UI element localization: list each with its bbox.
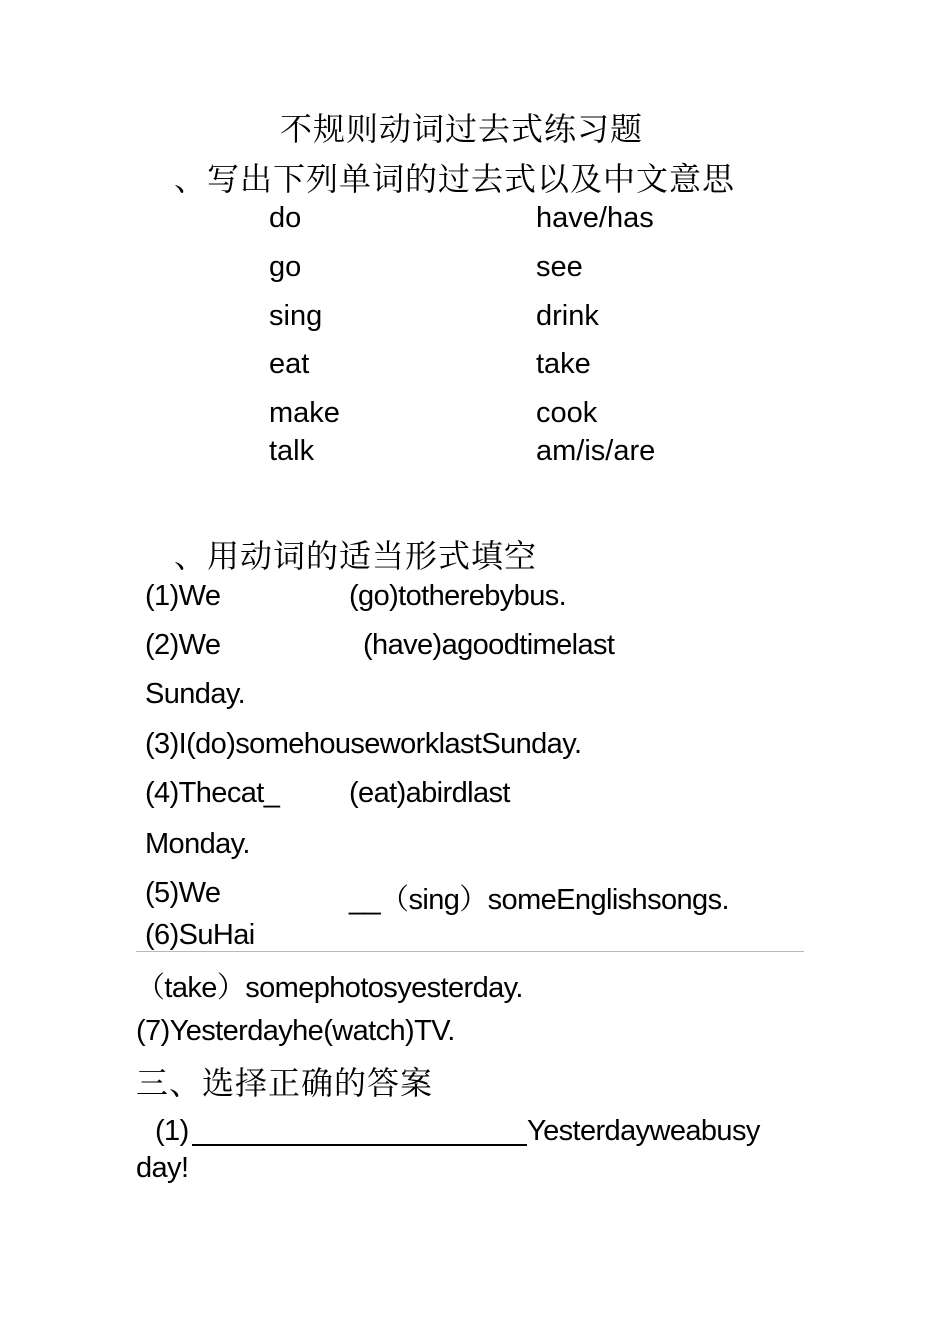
q4-rest: (eat)abirdlast (349, 777, 510, 809)
q3-sentence: (3)I(do)somehouseworklastSunday. (145, 728, 582, 760)
word-right-5: cook (536, 397, 598, 429)
q6-rest: （take）somephotosyesterday. (136, 972, 523, 1004)
section2-heading: 、用动词的适当形式填空 (174, 537, 538, 575)
q2-continuation: Sunday. (145, 678, 246, 710)
q1-subject: (1)We (145, 580, 221, 612)
word-left-4: eat (269, 348, 310, 380)
q2-subject: (2)We (145, 629, 221, 661)
choice-q1-blank[interactable] (192, 1120, 527, 1146)
divider-line (136, 951, 804, 952)
q2-rest: (have)agoodtimelast (363, 629, 615, 661)
q1-rest: (go)totherebybus. (349, 580, 567, 612)
choice-q1-number: (1) (155, 1115, 189, 1147)
q6-subject: (6)SuHai (145, 919, 255, 951)
q4-continuation: Monday. (145, 828, 250, 860)
choice-q1-continuation: day! (136, 1152, 189, 1184)
q7-sentence: (7)Yesterdayhe(watch)TV. (136, 1015, 455, 1047)
word-right-1: have/has (536, 202, 654, 234)
word-left-6: talk (269, 435, 315, 467)
word-right-6: am/is/are (536, 435, 656, 467)
word-left-1: do (269, 202, 302, 234)
q4-subject: (4)Thecat_ (145, 777, 280, 809)
section1-heading: 、写出下列单词的过去式以及中文意思 (174, 160, 736, 198)
word-left-5: make (269, 397, 340, 429)
q5-subject: (5)We (145, 877, 221, 909)
word-right-2: see (536, 251, 583, 283)
section3-heading: 三、选择正确的答案 (136, 1064, 434, 1102)
word-right-3: drink (536, 300, 599, 332)
page-title: 不规则动词过去式练习题 (280, 110, 644, 148)
word-right-4: take (536, 348, 591, 380)
word-left-2: go (269, 251, 302, 283)
choice-q1-rest: Yesterdayweabusy (527, 1115, 760, 1147)
word-left-3: sing (269, 300, 323, 332)
q5-rest: __（sing）someEnglishsongs. (349, 884, 729, 916)
